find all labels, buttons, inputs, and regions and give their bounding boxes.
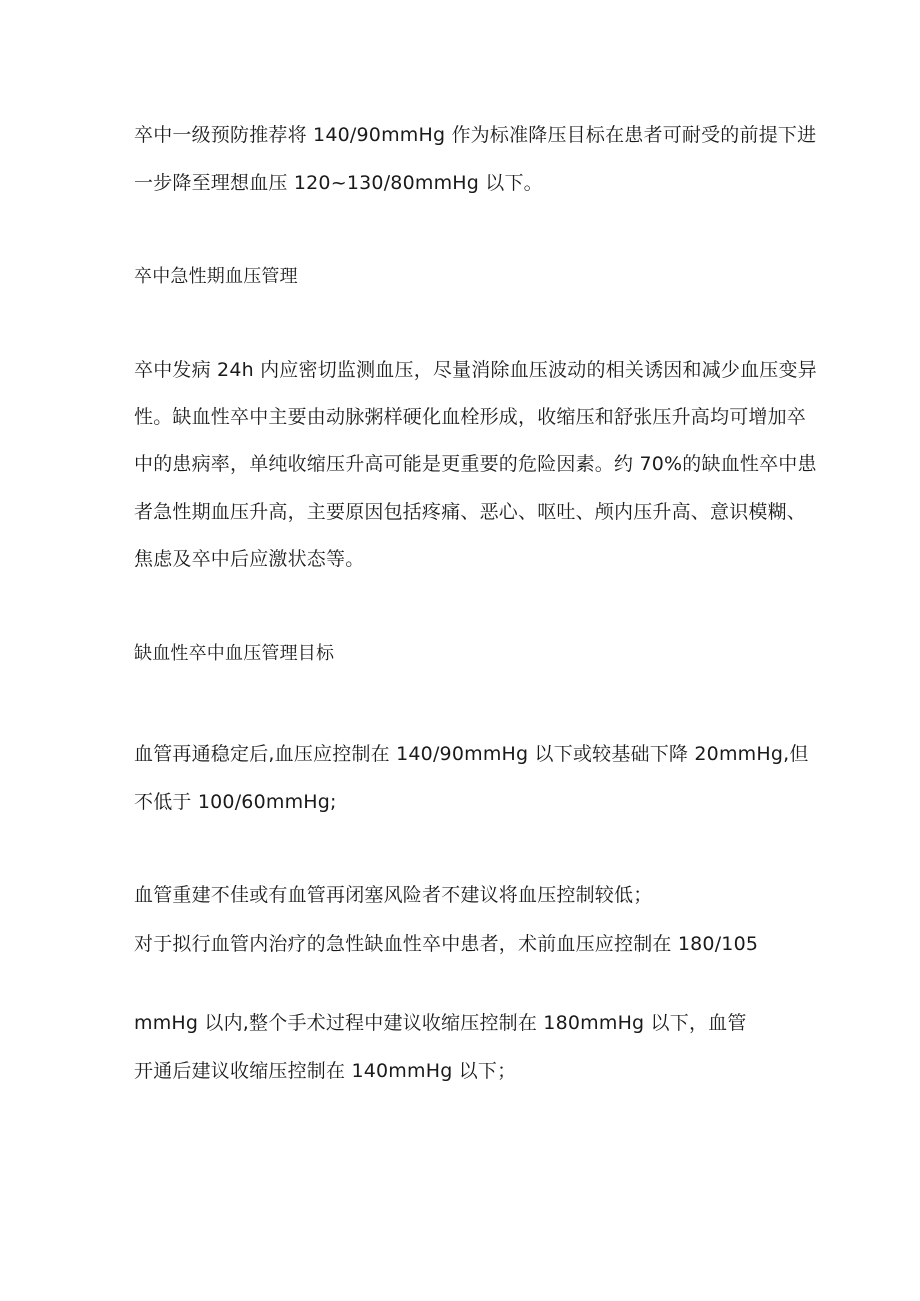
- paragraph-4-line-1: 血管重建不佳或有血管再闭塞风险者不建议将血压控制较低；: [134, 884, 653, 906]
- paragraph-1-line-2: 一步降至理想血压 120~130∕80mmHg 以下。: [134, 172, 543, 194]
- paragraph-2-line-5: 焦虑及卒中后应激状态等。: [134, 548, 365, 570]
- paragraph-5-line-2: 开通后建议收缩压控制在 140mmHg 以下；: [134, 1060, 517, 1082]
- paragraph-2-line-4: 者急性期血压升高，主要原因包括疼痛、恶心、呕吐、颅内压升高、意识模糊、: [134, 501, 807, 523]
- paragraph-1-line-1: 卒中一级预防推荐将 140/90mmHg 作为标准降压目标在患者可耐受的前提下进: [134, 124, 817, 146]
- paragraph-2-line-3: 中的患病率，单纯收缩压升高可能是更重要的危险因素。约 70%的缺血性卒中患: [134, 453, 817, 475]
- paragraph-2-line-1: 卒中发病 24h 内应密切监测血压，尽量消除血压波动的相关诱因和减少血压变异: [134, 359, 817, 381]
- paragraph-2-line-2: 性。缺血性卒中主要由动脉粥样硬化血栓形成，收缩压和舒张压升高均可增加卒: [134, 406, 807, 428]
- section-heading-ischemic-targets: 缺血性卒中血压管理目标: [134, 643, 335, 664]
- section-heading-acute-bp: 卒中急性期血压管理: [134, 266, 298, 287]
- paragraph-3-line-2: 不低于 100/60mmHg;: [134, 791, 337, 813]
- paragraph-3-line-1: 血管再通稳定后,血压应控制在 140/90mmHg 以下或较基础下降 20mmHg,但: [134, 743, 809, 765]
- paragraph-5-line-1: mmHg 以内,整个手术过程中建议收缩压控制在 180mmHg 以下，血管: [134, 1012, 747, 1034]
- paragraph-4-line-2: 对于拟行血管内治疗的急性缺血性卒中患者，术前血压应控制在 180/105: [134, 933, 759, 955]
